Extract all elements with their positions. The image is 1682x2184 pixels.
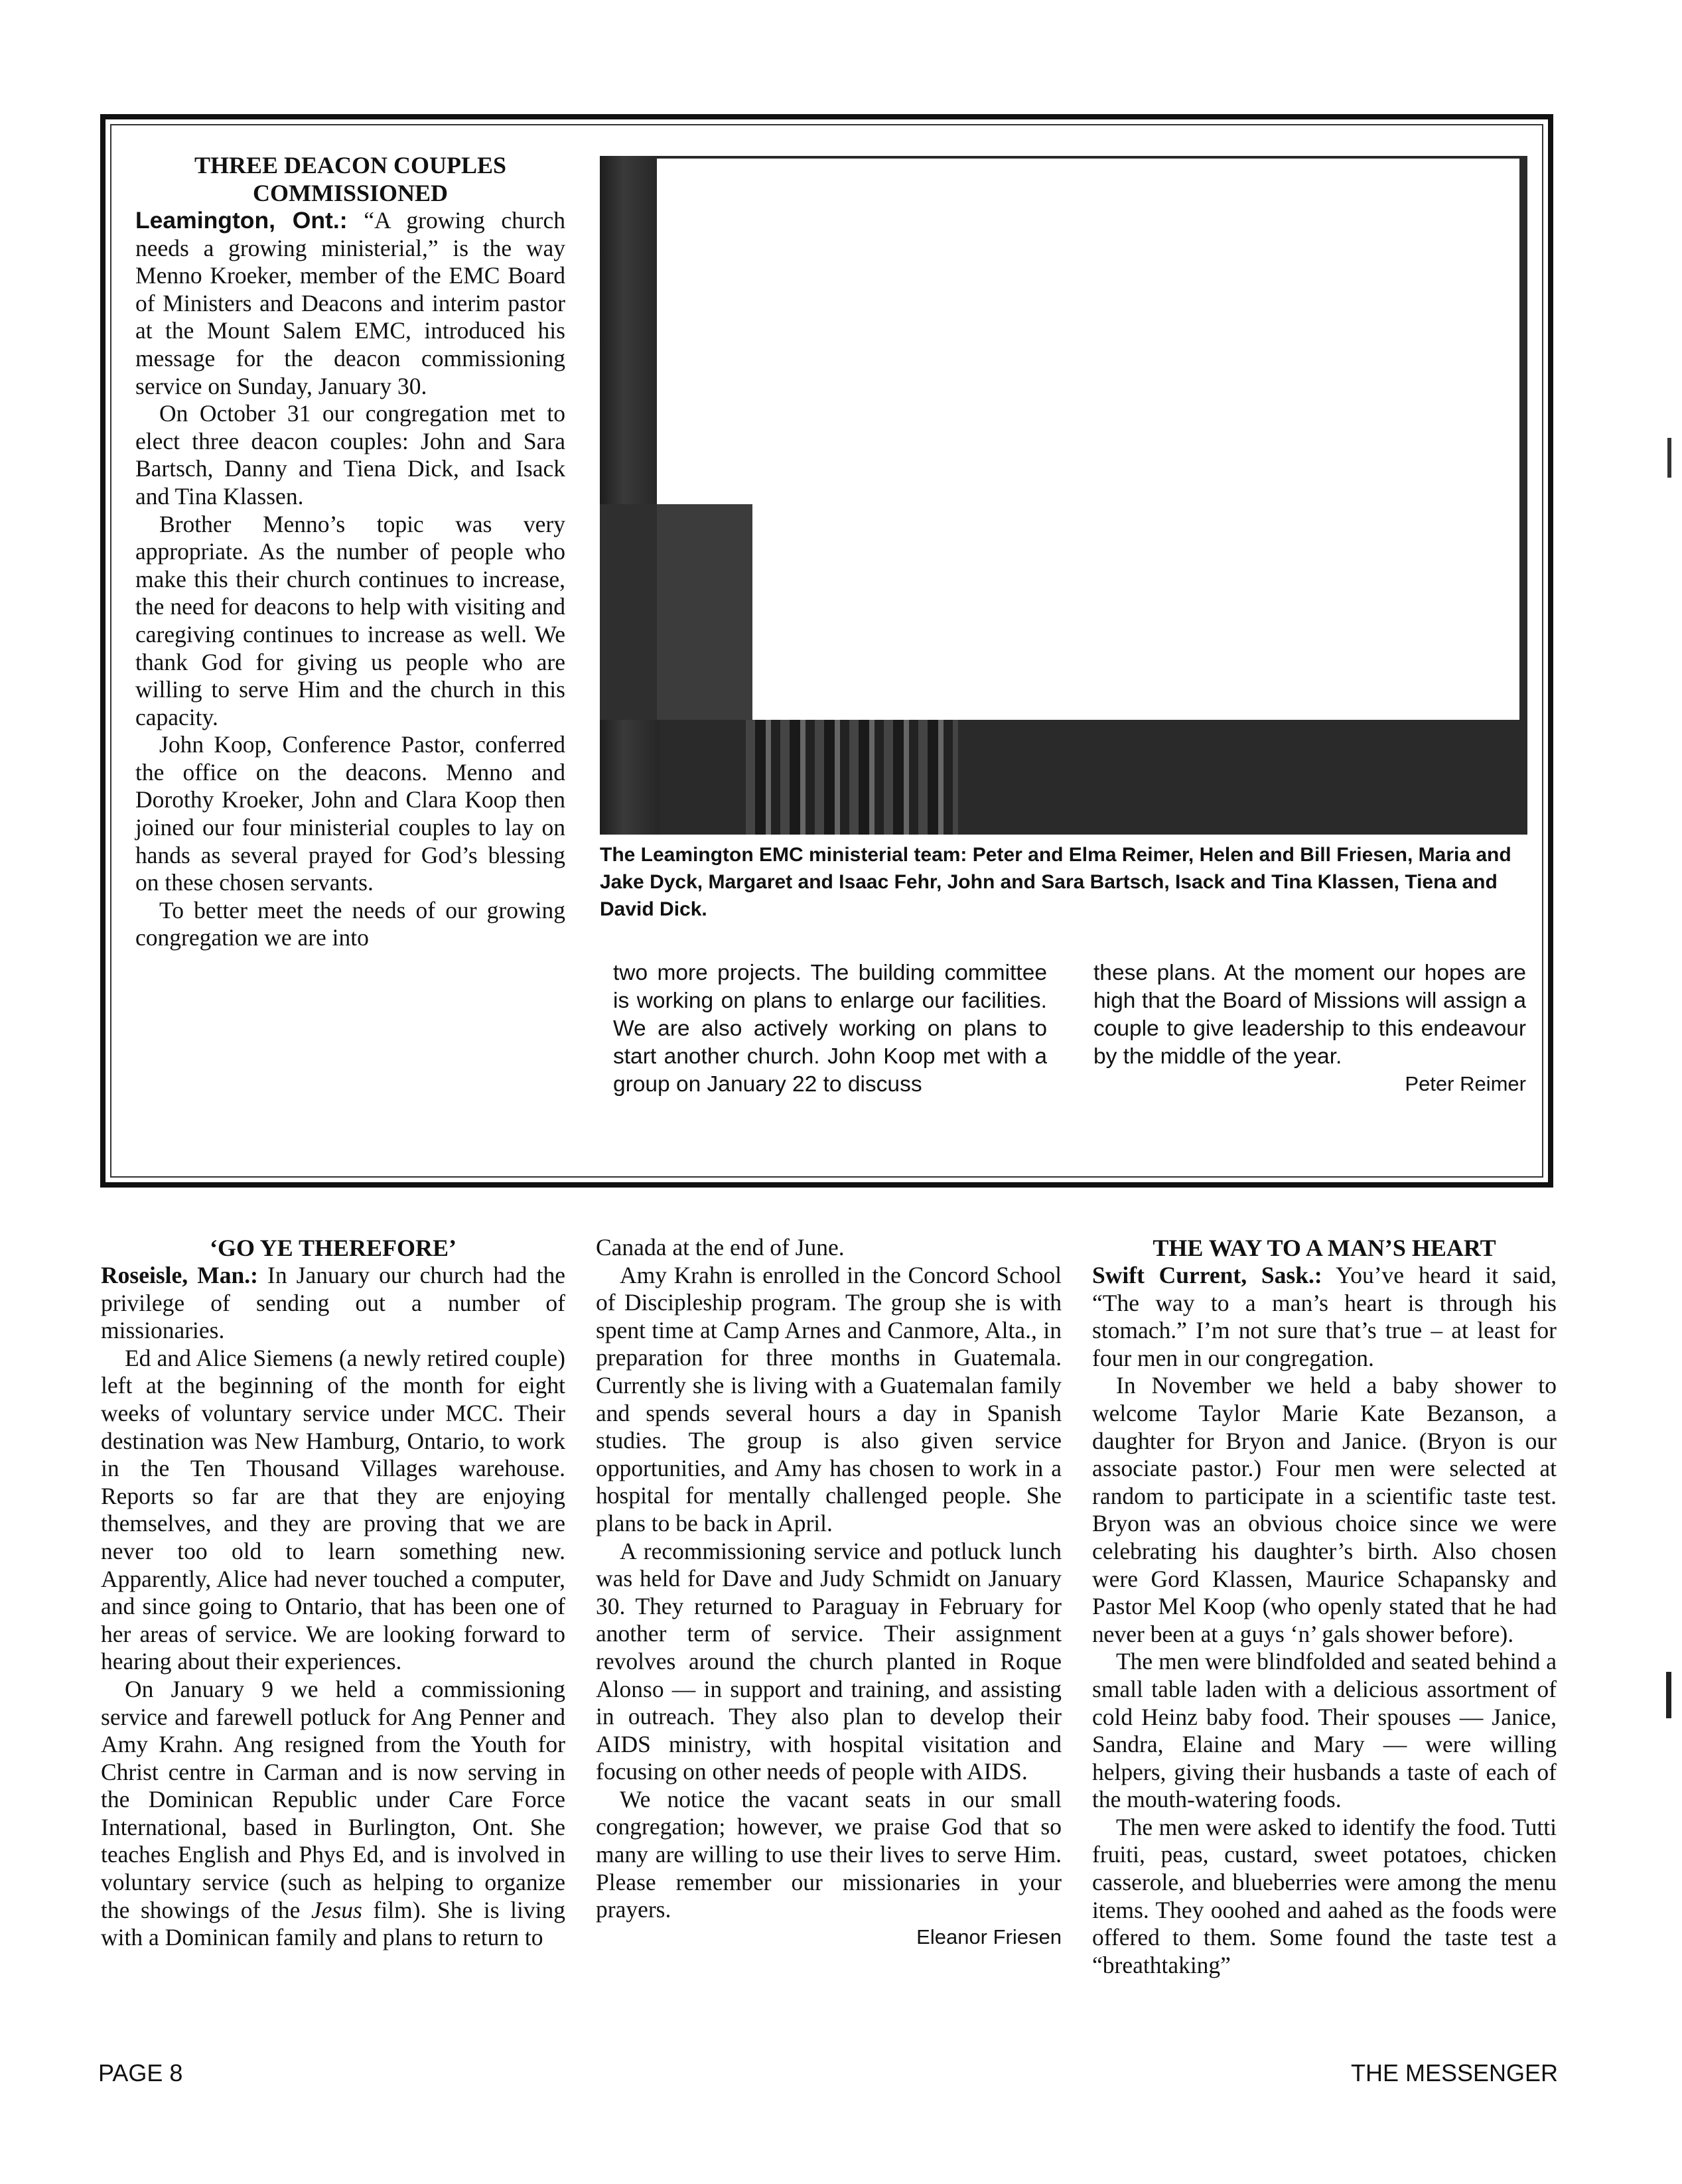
story3-title: THE WAY TO A MAN’S HEART: [1153, 1235, 1496, 1261]
paragraph: two more projects. The building committee is working on plans to enlarge our facilities. We are also actively working on plans to start another church. John Koop met with a group on January 22 to discuss: [613, 961, 1047, 1097]
story2-title: ‘GO YE THEREFORE’: [209, 1235, 457, 1261]
boxed-story-column-3: [1093, 959, 1526, 1096]
paragraph: We notice the vacant seats in our small congregation; however, we praise God that so many are willing to use their lives to serve Him. Please remember our missionaries in your prayers.: [596, 1785, 1062, 1923]
scan-mark: [1667, 438, 1671, 478]
paragraph: Ed and Alice Siemens (a newly retired couple) left at the beginning of the month for eight weeks of voluntary service under MCC. Their destination was New Hamburg, Ontario, to work in the Ten Thousand Villages warehouse. Reports so far are that they are enjoying themselves, and they are proving that we are never too old to learn something new. Apparently, Alice had never touched a computer, and since going to Ontario, that has been one of her areas of service. We are looking forward to hearing about their experiences.: [101, 1344, 565, 1675]
story3-column: [1092, 1234, 1557, 1979]
photo-pattern-strip: [746, 720, 958, 835]
story2-column-1: [101, 1234, 565, 1952]
photo-redacted-area: [657, 159, 1519, 720]
scan-mark: [1666, 1672, 1671, 1718]
story-title-line-2: COMMISSIONED: [252, 180, 449, 206]
paragraph: Brother Menno’s topic was very appropriate. As the number of people who make this their church continues to increase, the need for deacons to help with visiting and caregiving continues to increase as well. We thank God for giving us people who are willing to serve Him and the church in this capacity.: [135, 510, 565, 730]
boxed-story-column-2: [613, 959, 1047, 1099]
paragraph: Leamington, Ont.: “A growing church needs a growing ministerial,” is the way Menno Kroeker, member of the EMC Board of Ministers and Deacons and interim pastor at the Mount Salem EMC, introduced his message for the deacon commissioning service on Sunday, January 30.: [135, 207, 566, 399]
story-title-line-1: THREE DEACON COUPLES: [194, 152, 507, 178]
paragraph: To better meet the needs of our growing congregation we are into: [135, 896, 565, 951]
paragraph: Canada at the end of June.: [596, 1234, 845, 1261]
paragraph: On October 31 our congregation met to elect three deacon couples: John and Sara Bartsch, Danny and Tiena Dick, and Isack and Tina Klassen.: [135, 400, 565, 510]
paragraph: Amy Krahn is enrolled in the Concord School of Discipleship program. The group she is with spent time at Camp Arnes and Canmore, Alta., in preparation for three months in Guatemala. Currently she is living with a Guatemalan family and spends several hours a day in Spanish studies. The group is also given service opportunities, and Amy has chosen to work in a hospital for mentally challenged people. She plans to be back in April.: [596, 1261, 1062, 1536]
photo: [600, 156, 1527, 835]
photo-redacted-notch-fill: [657, 504, 752, 720]
boxed-story-column-1: [135, 151, 565, 952]
dateline: Leamington, Ont.:: [135, 207, 348, 234]
paragraph: On January 9 we held a commissioning service and farewell potluck for Ang Penner and Amy Krahn. Ang resigned from the Youth for Christ centre in Carman and is now serving in the Dominican Republic under Care Force International, based in Burlington, Ont. She teaches English and Phys Ed, and is involved in voluntary service (such as helping to organize the showings of the Jesus film). She is living with a Dominican family and plans to return to: [101, 1675, 566, 1951]
paragraph: Swift Current, Sask.: You’ve heard it said, “The way to a man’s heart is through his stomach.” I’m not sure that’s true – at least for four men in our congregation.: [1092, 1262, 1557, 1371]
dateline: Roseisle, Man.:: [101, 1262, 258, 1288]
paragraph: The men were asked to identify the food. Tutti fruiti, peas, custard, sweet potatoes, chicken casserole, and blueberries were among the menu items. They ooohed and aahed as the foods were offered to them. Some found the taste test a “breathtaking”: [1092, 1813, 1557, 1978]
paragraph: A recommissioning service and potluck lunch was held for Dave and Judy Schmidt on January 30. They returned to Paraguay in February for another term of service. Their assignment revolves around the church planted in Roque Alonso — in support and training, and assisting in outreach. They also plan to develop their AIDS ministry, with hospital visitation and focusing on other needs of people with AIDS.: [596, 1537, 1062, 1785]
author-signature: Peter Reimer: [1405, 1072, 1526, 1095]
publication-name: THE MESSENGER: [1350, 2059, 1558, 2086]
paragraph: Roseisle, Man.: In January our church had the privilege of sending out a number of missionaries.: [101, 1262, 565, 1344]
author-signature: Eleanor Friesen: [916, 1925, 1062, 1948]
story2-column-2: [596, 1234, 1062, 1949]
photo-caption: The Leamington EMC ministerial team: Peter and Elma Reimer, Helen and Bill Friesen, Maria and Jake Dyck, Margaret and Isaac Fehr, John and Sara Bartsch, Isack and Tina Klassen, Tiena and David Dick.: [600, 844, 1511, 920]
page-number: PAGE 8: [98, 2059, 183, 2086]
paragraph: In November we held a baby shower to welcome Taylor Marie Kate Bezanson, a daughter for Bryon and Janice. (Bryon is our associate pastor.) Four men were selected at random to participate in a scientific taste test. Bryon was an obvious choice since we were celebrating his daughter’s birth. Also chosen were Gord Klassen, Maurice Schapansky and Pastor Mel Koop (who openly stated that he had never been at a guys ‘n’ gals shower before).: [1092, 1372, 1557, 1647]
paragraph: The men were blindfolded and seated behind a small table laden with a delicious assortment of cold Heinz baby food. Their spouses — Janice, Sandra, Elaine and Mary — were willing helpers, giving their husbands a taste of each of the mouth-watering foods.: [1092, 1648, 1557, 1813]
paragraph: John Koop, Conference Pastor, conferred the office on the deacons. Menno and Dorothy Kroeker, John and Clara Koop then joined our four ministerial couples to lay on hands as several prayed for God’s blessing on these chosen servants.: [135, 731, 565, 896]
photo-foliage: [600, 156, 660, 835]
paragraph: these plans. At the moment our hopes are high that the Board of Missions will assign a couple to give leadership to this endeavour by the middle of the year.: [1093, 961, 1526, 1069]
dateline: Swift Current, Sask.:: [1092, 1262, 1322, 1288]
